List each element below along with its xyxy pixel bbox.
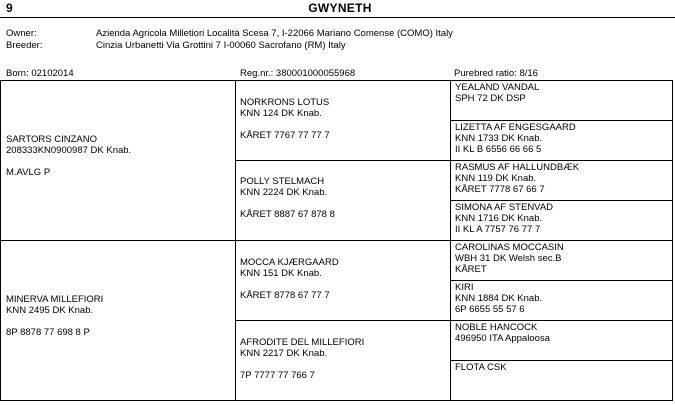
sire-dam-cell	[240, 176, 335, 220]
dam-dam-name: AFRODITE DEL MILLEFIORI	[240, 337, 365, 348]
horse-number: 9	[6, 1, 13, 15]
grid-line	[0, 80, 673, 81]
ggp-name: KIRI	[455, 282, 474, 293]
dam-cell	[6, 294, 103, 338]
dam-sire-extra: KÅRET 8778 67 77 7	[240, 290, 330, 301]
sire-sire-reg: KNN 124 DK Knab.	[240, 108, 322, 119]
ggp-name: SIMONA AF STENVAD	[455, 202, 554, 213]
ggp-reg: KNN 1733 DK Knab.	[455, 133, 543, 144]
ggp-reg: KNN 1716 DK Knab.	[455, 213, 543, 224]
grid-line	[0, 240, 673, 241]
ggp-extra: II KL A 7757 76 77 7	[455, 224, 541, 235]
sire-sire-extra: KÅRET 7767 77 77 7	[240, 130, 330, 141]
owner-label: Owner:	[6, 28, 37, 39]
grid-line	[450, 120, 673, 121]
sire-dam-extra: KÅRET 8887 67 878 8	[240, 209, 335, 220]
sire-dam-name: POLLY STELMACH	[240, 176, 325, 187]
owner-value: Azienda Agricola Milletiori Località Scesa 7, I-22066 Mariano Comense (COMO) Italy	[96, 28, 453, 39]
horse-name: GWYNETH	[308, 1, 372, 15]
great-grandparent-cell-6	[455, 282, 542, 315]
grid-line	[0, 400, 673, 401]
sire-name: SARTORS CINZANO	[6, 134, 97, 145]
dam-dam-cell	[240, 337, 364, 381]
dam-reg: KNN 2495 DK Knab.	[6, 305, 94, 316]
ggp-extra: 6P 6655 55 57 6	[455, 304, 525, 315]
ggp-extra: II KL B 6556 66 66 5	[455, 144, 542, 155]
ggp-name: NOBLE HANCOCK	[455, 322, 538, 333]
breeder-label: Breeder:	[6, 40, 43, 51]
dam-extra: 8P 8878 77 698 8 P	[6, 327, 90, 338]
grid-line	[672, 80, 673, 401]
great-grandparent-cell-7	[455, 322, 550, 344]
great-grandparent-cell-1	[455, 82, 539, 104]
header-divider	[0, 17, 675, 18]
great-grandparent-cell-3	[455, 162, 579, 195]
ggp-reg: WBH 31 DK Welsh sec.B	[455, 253, 562, 264]
ggp-reg: SPH 72 DK DSP	[455, 93, 526, 104]
born-date: Born: 02102014	[6, 68, 74, 79]
great-grandparent-cell-5	[455, 242, 564, 275]
ggp-name: FLOTA CSK	[455, 362, 507, 373]
dam-name: MINERVA MILLEFIORI	[6, 294, 104, 305]
ggp-extra: KÅRET	[455, 264, 487, 275]
grid-line	[0, 80, 1, 401]
sire-sire-cell	[240, 97, 330, 141]
grid-line	[235, 160, 673, 161]
dam-sire-cell	[240, 257, 339, 301]
breeder-value: Cinzia Urbanetti Via Grottini 7 I-00060 Sacrofano (RM) Italy	[96, 40, 346, 51]
ggp-extra: KÅRET 7778 67 66 7	[455, 184, 545, 195]
ggp-reg: KNN 1884 DK Knab.	[455, 293, 543, 304]
ggp-name: CAROLINAS MOCCASIN	[455, 242, 564, 253]
great-grandparent-cell-2	[455, 122, 576, 155]
grid-line	[450, 80, 451, 401]
ggp-name: RASMUS AF HALLUNDBÆK	[455, 162, 580, 173]
dam-sire-reg: KNN 151 DK Knab.	[240, 268, 322, 279]
sire-cell	[6, 134, 131, 178]
purebred-ratio: Purebred ratio: 8/16	[454, 68, 538, 79]
registration-number: Reg.nr.: 380001000055968	[240, 68, 356, 79]
sire-sire-name: NORKRONS LOTUS	[240, 97, 330, 108]
dam-sire-name: MOCCA KJÆRGAARD	[240, 257, 339, 268]
dam-dam-reg: KNN 2217 DK Knab.	[240, 348, 328, 359]
ggp-reg: KNN 119 DK Knab.	[455, 173, 537, 184]
grid-line	[450, 200, 673, 201]
ggp-reg: 496950 ITA Appaloosa	[455, 333, 550, 344]
ggp-name: YEALAND VANDAL	[455, 82, 540, 93]
sire-reg: 208333KN0900987 DK Knab.	[6, 145, 132, 156]
dam-dam-extra: 7P 7777 77 766 7	[240, 370, 315, 381]
great-grandparent-cell-8	[455, 362, 507, 373]
ggp-name: LIZETTA AF ENGESGAARD	[455, 122, 576, 133]
grid-line	[235, 80, 236, 401]
grid-line	[450, 280, 673, 281]
great-grandparent-cell-4	[455, 202, 553, 235]
sire-dam-reg: KNN 2224 DK Knab.	[240, 187, 328, 198]
grid-line	[235, 320, 673, 321]
grid-line	[450, 360, 673, 361]
sire-extra: M.AVLG P	[6, 167, 51, 178]
